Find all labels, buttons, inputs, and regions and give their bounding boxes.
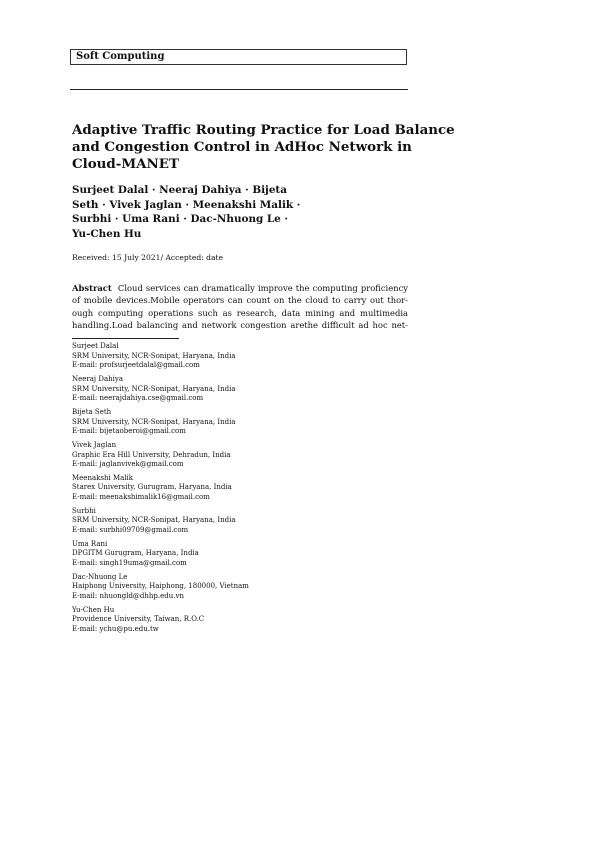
affiliation-email: E-mail: surbhi09709@gmail.com [72,526,189,535]
author-line: Surjeet Dalal · Neeraj Dahiya · Bijeta [72,184,287,196]
journal-header-box [70,49,407,65]
affiliation-email: E-mail: ychu@pu.edu.tw [72,624,159,633]
affiliation-name: Yu-Chen Hu [72,605,115,614]
affiliation-email: E-mail: meenakshimalik16@gmail.com [72,493,210,502]
affiliation-email: E-mail: profsurjeetdalal@gmail.com [72,361,200,370]
abstract [72,282,408,331]
affiliation-name: Dac-Nhuong Le [72,572,128,581]
title-line: and Congestion Control in AdHoc Network in [72,139,412,155]
affiliation-email: E-mail: bijetaoberoi@gmail.com [72,427,186,436]
affiliations [72,342,412,639]
affiliation-entry [72,474,412,503]
affiliation-name: Surjeet Dalal [72,342,119,350]
affiliation-name: Neeraj Dahiya [72,374,123,383]
abstract-text: Cloud services can dramatically improve the computing proficiency [117,283,408,293]
affiliation-entry [72,507,412,536]
abstract-line: handling.Load balancing and network congestion arethe difficult ad hoc net- [72,319,408,330]
affiliation-entry [72,408,412,437]
journal-name: Soft Computing [76,51,165,62]
affiliation-entry [72,375,412,404]
affiliation-entry [72,573,412,602]
author-list [72,183,412,241]
abstract-line: of mobile devices.Mobile operators can count on the cloud to carry out thor- [72,295,408,306]
affiliation-institution: SRM University, NCR-Sonipat, Haryana, India [72,351,236,360]
title-line: Cloud-MANET [72,156,179,172]
affiliation-institution: Graphic Era Hill University, Dehradun, India [72,450,231,459]
affiliation-institution: Providence University, Taiwan, R.O.C [72,615,205,624]
title-line: Adaptive Traffic Routing Practice for Load Balance [72,122,455,138]
affiliation-institution: Haiphong University, Haiphong, 180000, Vietnam [72,582,249,591]
affiliation-entry [72,606,412,635]
affiliation-entry [72,342,412,371]
affiliation-institution: SRM University, NCR-Sonipat, Haryana, India [72,417,236,426]
affiliation-institution: SRM University, NCR-Sonipat, Haryana, India [72,384,236,393]
abstract-heading: Abstract [72,283,112,293]
paper-title [72,122,455,173]
author-line: Yu-Chen Hu [72,227,142,240]
affiliation-email: E-mail: singh19uma@gmail.com [72,559,187,567]
affiliation-name: Vivek Jaglan [72,440,117,449]
affiliation-institution: Starex University, Gurugram, Haryana, India [72,483,232,492]
abstract-line: ough computing operations such as research, data mining and multimedia [72,307,408,318]
affiliation-name: Uma Rani [72,539,108,548]
header-rule [70,89,408,90]
affiliation-email: E-mail: neerajdahiya.cse@gmail.com [72,394,204,403]
author-line: Surbhi · Uma Rani · Dac-Nhuong Le · [72,213,289,225]
affiliation-name: Surbhi [72,506,96,515]
received-date: Received: 15 July 2021/ Accepted: date [72,253,224,262]
affiliation-entry [72,441,412,470]
author-line: Seth · Vivek Jaglan · Meenakshi Malik · [72,198,301,211]
abstract-line [72,282,408,294]
affiliation-name: Meenakshi Malik [72,473,134,482]
affiliation-name: Bijeta Seth [72,407,112,416]
affiliation-email: E-mail: nhuongld@dhhp.edu.vn [72,591,184,600]
affiliation-institution: DPGITM Gurugram, Haryana, India [72,549,199,558]
footnote-rule [72,338,179,339]
affiliation-email: E-mail: jaglanvivek@gmail.com [72,460,184,469]
affiliation-entry [72,540,412,569]
affiliation-institution: SRM University, NCR-Sonipat, Haryana, India [72,516,236,525]
